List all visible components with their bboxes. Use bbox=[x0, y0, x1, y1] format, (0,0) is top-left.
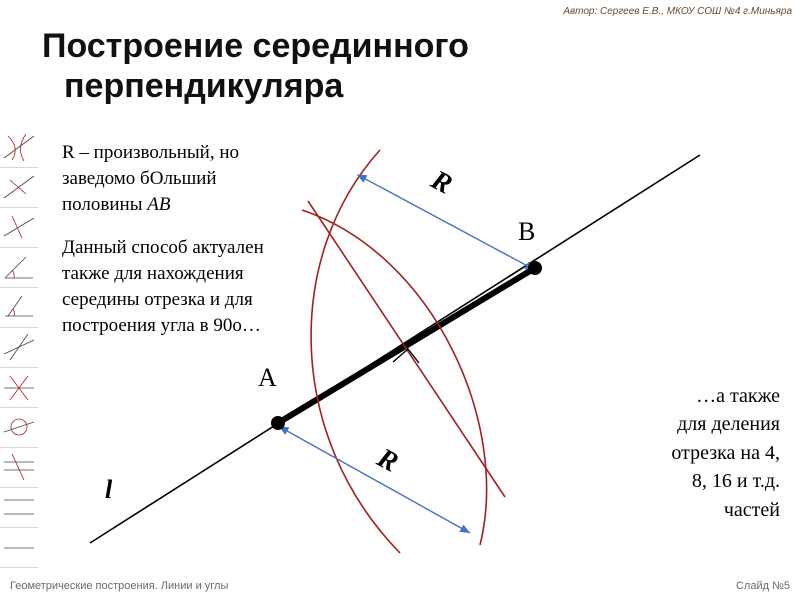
construction-figure bbox=[80, 105, 780, 575]
thumbnail-item[interactable] bbox=[0, 448, 38, 488]
left-p1-line3: половины bbox=[62, 194, 148, 216]
thumbnail-item[interactable] bbox=[0, 528, 38, 568]
arc-from-b bbox=[302, 210, 487, 545]
label-line-l: l bbox=[105, 475, 113, 504]
perpendicular-bisector bbox=[308, 201, 505, 497]
author-note: Автор: Сергеев Е.В., МКОУ СОШ №4 г.Миньяра bbox=[563, 6, 792, 17]
right-line-5: частей bbox=[723, 498, 780, 521]
title-line-1: Построение серединного bbox=[42, 27, 469, 65]
left-p1-line2: заведомо бОльший bbox=[62, 168, 217, 190]
thumbnail-item[interactable] bbox=[0, 328, 38, 368]
point-b bbox=[528, 261, 542, 275]
title-line-2: перпендикуляра bbox=[64, 67, 344, 106]
slide-thumbnail-strip[interactable] bbox=[0, 128, 40, 568]
thumbnail-item[interactable] bbox=[0, 488, 38, 528]
construction-svg bbox=[80, 105, 780, 575]
thumbnail-item[interactable] bbox=[0, 208, 38, 248]
footer-slide-number: Слайд №5 bbox=[735, 580, 790, 592]
left-p1-ab: AB bbox=[147, 194, 171, 216]
thumbnail-item[interactable] bbox=[0, 248, 38, 288]
label-a: A bbox=[258, 363, 277, 392]
point-a bbox=[271, 416, 285, 430]
right-line-2: для деления bbox=[677, 413, 780, 436]
page-title bbox=[42, 26, 642, 106]
right-line-4: 8, 16 и т.д. bbox=[691, 470, 780, 493]
label-radius-bottom: R bbox=[372, 442, 404, 479]
right-line-3: отрезка на 4, bbox=[671, 441, 780, 464]
thumbnail-item[interactable] bbox=[0, 408, 38, 448]
thumbnail-item[interactable] bbox=[0, 128, 38, 168]
label-radius-top: R bbox=[426, 164, 458, 201]
thumbnail-item[interactable] bbox=[0, 168, 38, 208]
radius-arrow-bottom bbox=[280, 427, 470, 533]
thumbnail-item[interactable] bbox=[0, 288, 38, 328]
left-paragraph-2: Данный способ актуален также для нахождения середины отрезка и для построения угла в 90о… bbox=[62, 236, 264, 337]
footer-left-text: Геометрические построения. Линии и углы bbox=[10, 580, 229, 592]
arc-from-a bbox=[311, 150, 400, 553]
segment-ab bbox=[278, 268, 535, 423]
right-line-1: …а также bbox=[696, 385, 780, 407]
thumbnail-item[interactable] bbox=[0, 368, 38, 408]
left-p1-line1: R – произвольный, но bbox=[62, 142, 240, 163]
label-b: B bbox=[518, 217, 536, 246]
